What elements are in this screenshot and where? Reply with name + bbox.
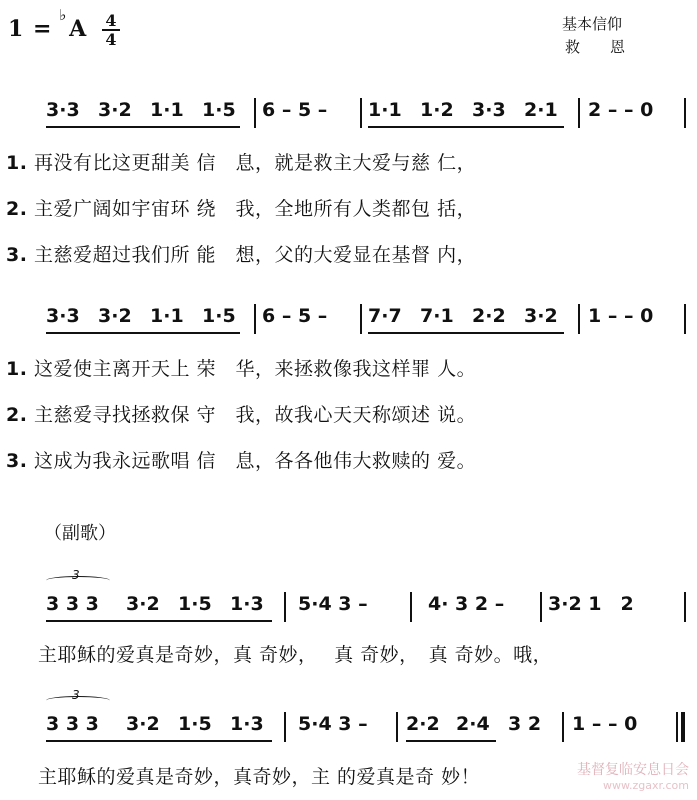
beam-line	[46, 740, 272, 742]
barline	[360, 304, 362, 334]
barline	[254, 98, 256, 128]
note-group: 4· 3 2 –	[428, 593, 505, 615]
barline	[578, 304, 580, 334]
note-group: 3·2	[126, 593, 160, 615]
lyric-line: 1. 这爱使主离开天上 荣 华，来拯救像我这样罪 人。	[6, 358, 477, 380]
beam-line	[46, 620, 272, 622]
barline	[360, 98, 362, 128]
note-group: 1·5	[202, 99, 236, 121]
note-group: 1·5	[178, 713, 212, 735]
note-group: 1 – – 0	[588, 305, 654, 327]
time-signature	[100, 12, 122, 48]
lyric-line: 1. 再没有比这更甜美 信 息，就是救主大爱与慈 仁，	[6, 152, 477, 174]
note-group: 1·1	[150, 305, 184, 327]
final-barline-thick	[681, 712, 685, 742]
note-group: 1·5	[178, 593, 212, 615]
chorus-lyric-1: 主耶稣的爱真是奇妙，真 奇妙， 真 奇妙， 真 奇妙。哦，	[38, 644, 553, 666]
note-group: 3·3	[46, 305, 80, 327]
beam-line	[406, 740, 496, 742]
note-group: 3 2	[508, 713, 542, 735]
beam-line	[46, 126, 240, 128]
barline	[578, 98, 580, 128]
watermark-line2: www.zgaxr.com	[603, 779, 689, 792]
watermark	[577, 762, 689, 794]
triplet-mark: 3	[72, 568, 80, 582]
beam-line	[368, 126, 564, 128]
note-group: 3·2	[98, 305, 132, 327]
barline	[410, 592, 412, 622]
watermark-line1: 基督复临安息日会	[577, 762, 689, 778]
note-group: 3·2	[126, 713, 160, 735]
subcategory-label: 救恩	[565, 38, 656, 56]
note-group: 7·1	[420, 305, 454, 327]
note-group: 1·3	[230, 713, 264, 735]
note-group: 5·4 3 –	[298, 593, 368, 615]
barline	[684, 304, 686, 334]
lyric-line: 3. 主慈爱超过我们所 能 想，父的大爱显在基督 内，	[6, 244, 477, 266]
note-group: 1·1	[368, 99, 402, 121]
note-group: 3·3	[472, 99, 506, 121]
time-top: 4	[105, 11, 117, 30]
note-group: 3 3 3	[46, 713, 99, 735]
key-letter: A	[69, 16, 88, 42]
note-group: 6 – 5 –	[262, 305, 328, 327]
note-group: 1·5	[202, 305, 236, 327]
lyric-line: 2. 主慈爱寻找拯救保 守 我，故我心天天称颂述 说。	[6, 404, 477, 426]
triplet-mark: 3	[72, 688, 80, 702]
barline	[284, 592, 286, 622]
category-label: 基本信仰	[562, 16, 623, 33]
barline	[254, 304, 256, 334]
key-signature	[8, 6, 88, 42]
note-group: 3 3 3	[46, 593, 99, 615]
time-bottom: 4	[105, 30, 117, 49]
barline	[684, 98, 686, 128]
note-group: 1·2	[420, 99, 454, 121]
chorus-lyric-2: 主耶稣的爱真是奇妙，真奇妙，主 的爱真是奇 妙！	[38, 766, 481, 788]
note-group: 5·4 3 –	[298, 713, 368, 735]
note-group: 3·2	[98, 99, 132, 121]
barline	[284, 712, 286, 742]
note-group: 7·7	[368, 305, 402, 327]
barline	[684, 592, 686, 622]
flat-icon: ♭	[59, 6, 68, 24]
note-group: 3·2 1 2	[548, 593, 634, 615]
note-group: 3·2	[524, 305, 558, 327]
key-prefix: 1 =	[8, 16, 62, 42]
barline	[540, 592, 542, 622]
lyric-line: 2. 主爱广阔如宇宙环 绕 我，全地所有人类都包 括，	[6, 198, 477, 220]
chorus-label: （副歌）	[44, 523, 116, 544]
note-group: 2·2	[472, 305, 506, 327]
note-group: 2·2	[406, 713, 440, 735]
note-group: 3·3	[46, 99, 80, 121]
final-barline	[676, 712, 678, 742]
note-group: 2·4	[456, 713, 490, 735]
barline	[396, 712, 398, 742]
note-group: 2·1	[524, 99, 558, 121]
barline	[562, 712, 564, 742]
lyric-line: 3. 这成为我永远歌唱 信 息，各各他伟大救赎的 爱。	[6, 450, 477, 472]
note-group: 2 – – 0	[588, 99, 654, 121]
note-group: 1·1	[150, 99, 184, 121]
note-group: 6 – 5 –	[262, 99, 328, 121]
beam-line	[46, 332, 240, 334]
note-group: 1·3	[230, 593, 264, 615]
note-group: 1 – – 0	[572, 713, 638, 735]
beam-line	[368, 332, 564, 334]
